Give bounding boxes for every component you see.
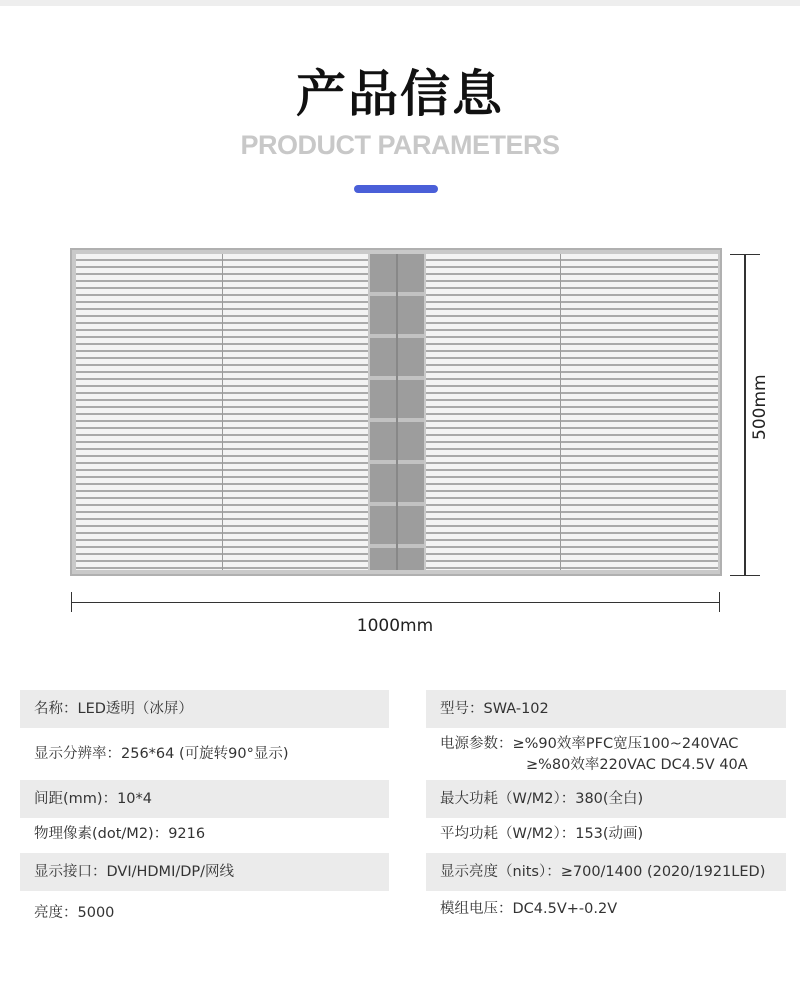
spec-label: 平均功耗（W/M2）： [440, 826, 576, 842]
spec-value: 380(全白) [575, 791, 644, 807]
spec-label: 型号： [440, 701, 484, 717]
title-accent-bar [354, 185, 438, 193]
height-dimension-line [744, 254, 746, 576]
spec-value: 10*4 [117, 791, 153, 807]
spec-value-line2: ≥%80效率220VAC DC4.5V 40A [526, 757, 748, 773]
spec-value: 256*64 (可旋转90°显示) [121, 746, 289, 762]
spec-row [20, 894, 389, 932]
panel-center-strip [370, 254, 424, 570]
spec-value: 153(动画) [575, 826, 644, 842]
width-dimension-cap-right [719, 592, 720, 612]
spec-value: ≥700/1400 (2020/1921LED) [560, 864, 766, 880]
spec-row [426, 815, 786, 853]
height-label: 500mm [750, 374, 770, 440]
spec-label: 物理像素(dot/M2)： [34, 826, 169, 842]
width-dimension-cap-left [71, 592, 72, 612]
spec-row [20, 690, 389, 728]
spec-value: LED透明（冰屏） [77, 701, 193, 717]
page-subtitle: PRODUCT PARAMETERS [240, 130, 560, 160]
product-image [70, 248, 722, 576]
spec-value: 5000 [77, 905, 115, 921]
spec-row [426, 726, 786, 778]
spec-row [20, 734, 389, 774]
spec-value: DC4.5V+-0.2V [512, 901, 618, 917]
spec-label: 名称： [34, 701, 78, 717]
spec-label: 电源参数： [440, 736, 513, 752]
spec-label: 亮度： [34, 905, 78, 921]
height-dimension-cap-top [730, 254, 760, 255]
spec-row [20, 815, 389, 853]
spec-label: 最大功耗（W/M2）： [440, 791, 576, 807]
spec-label: 间距(mm)： [34, 791, 118, 807]
spec-label: 模组电压： [440, 901, 513, 917]
height-dimension-cap-bottom [730, 575, 760, 576]
spec-label: 显示分辨率： [34, 746, 121, 762]
spec-value: 9216 [168, 826, 206, 842]
spec-row [426, 690, 786, 728]
width-dimension-line [72, 602, 720, 603]
spec-value: ≥%90效率PFC宽压100~240VAC [512, 736, 739, 752]
spec-row [426, 890, 786, 928]
spec-value: SWA-102 [483, 701, 549, 717]
page-title: 产品信息 [296, 65, 504, 123]
spec-label: 显示接口： [34, 864, 107, 880]
top-divider [0, 0, 800, 6]
spec-row [20, 780, 389, 818]
spec-label: 显示亮度（nits）： [440, 864, 561, 880]
spec-value: DVI/HDMI/DP/网线 [106, 864, 235, 880]
panel-module-right [426, 254, 718, 570]
spec-row [426, 780, 786, 818]
spec-row [20, 853, 389, 891]
spec-row [426, 853, 786, 891]
width-label: 1000mm [356, 616, 434, 636]
panel-module-left [76, 254, 368, 570]
